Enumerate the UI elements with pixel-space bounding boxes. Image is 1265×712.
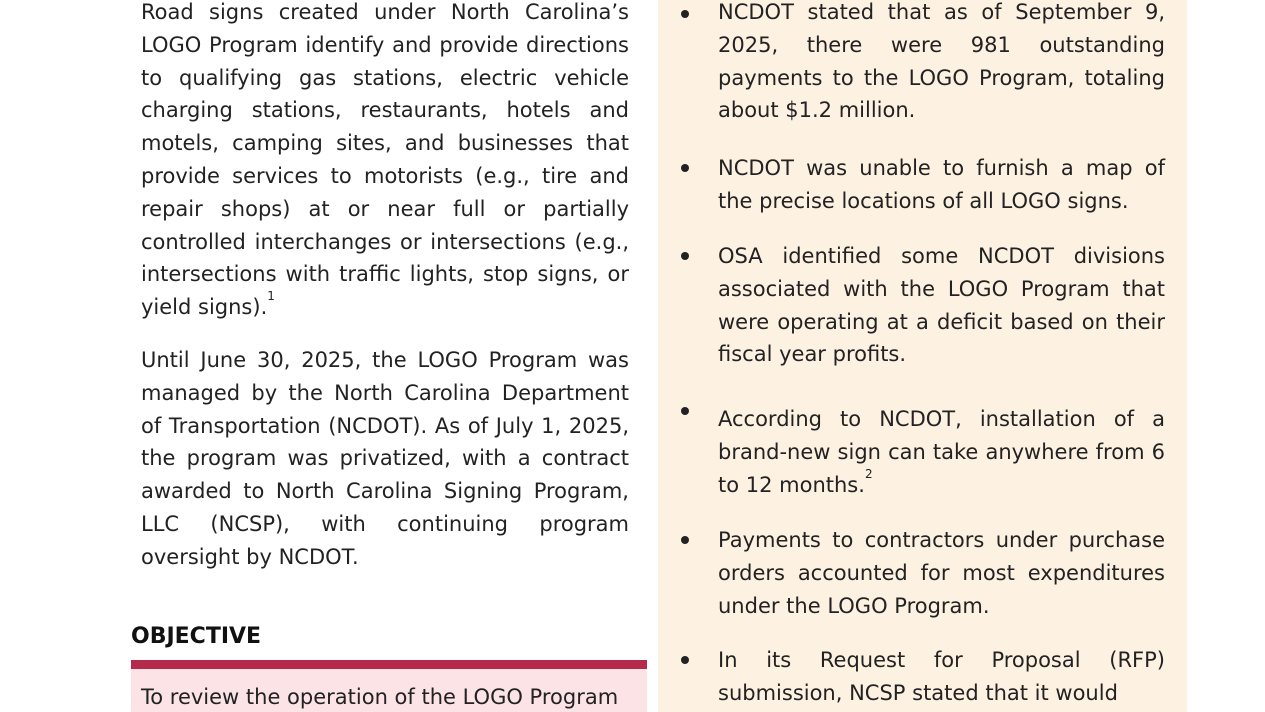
finding-text: NCDOT was unable to furnish a map of the precise locations of all LOGO signs.	[718, 156, 1165, 213]
finding-text: Payments to contractors under purchase orders accounted for most expenditures under the LOGO Program.	[718, 528, 1165, 618]
privatization-paragraph: Until June 30, 2025, the LOGO Program was managed by the North Carolina Department of Transportation (NCDOT). As of July 1, 2025, the program was privatized, with a contract awarded to North Carolina Signing Program, LLC (NCSP), with continuing program oversight by NCDOT.	[141, 348, 629, 569]
findings-panel	[658, 0, 1187, 712]
bullet-icon	[681, 10, 689, 18]
bullet-icon	[681, 536, 689, 544]
objective-text: To review the operation of the LOGO Program	[141, 685, 619, 709]
objective-accent-bar	[131, 660, 647, 669]
bullet-icon	[681, 164, 689, 172]
finding-text: In its Request for Proposal (RFP) submission, NCSP stated that it would	[718, 648, 1165, 705]
objective-heading: OBJECTIVE	[131, 624, 262, 649]
finding-text-body: According to NCDOT, installation of a brand-new sign can take anywhere from 6 to 12 months.	[718, 407, 1165, 497]
bullet-icon	[681, 407, 689, 415]
objective-box	[131, 669, 647, 712]
footnote-marker-1: 1	[267, 289, 275, 304]
intro-paragraph	[141, 0, 629, 324]
finding-text: OSA identified some NCDOT divisions associated with the LOGO Program that were operating at a deficit based on their fiscal year profits.	[718, 244, 1165, 367]
bullet-icon	[681, 252, 689, 260]
bullet-icon	[681, 656, 689, 664]
finding-text: NCDOT stated that as of September 9, 2025, there were 981 outstanding payments to the LOGO Program, totaling about $1.2 million.	[718, 0, 1165, 123]
finding-text	[718, 403, 1165, 501]
footnote-marker-2: 2	[864, 466, 873, 481]
intro-paragraph-text: Road signs created under North Carolina’s LOGO Program identify and provide directions to qualifying gas stations, electric vehicle charging stations, restaurants, hotels and motels, camping sites, and businesses that provide services to motorists (e.g., tire and repair shops) at or near full or partially controlled interchanges or intersections (e.g., intersections with traffic lights, stop signs, or yield signs).	[141, 0, 629, 320]
